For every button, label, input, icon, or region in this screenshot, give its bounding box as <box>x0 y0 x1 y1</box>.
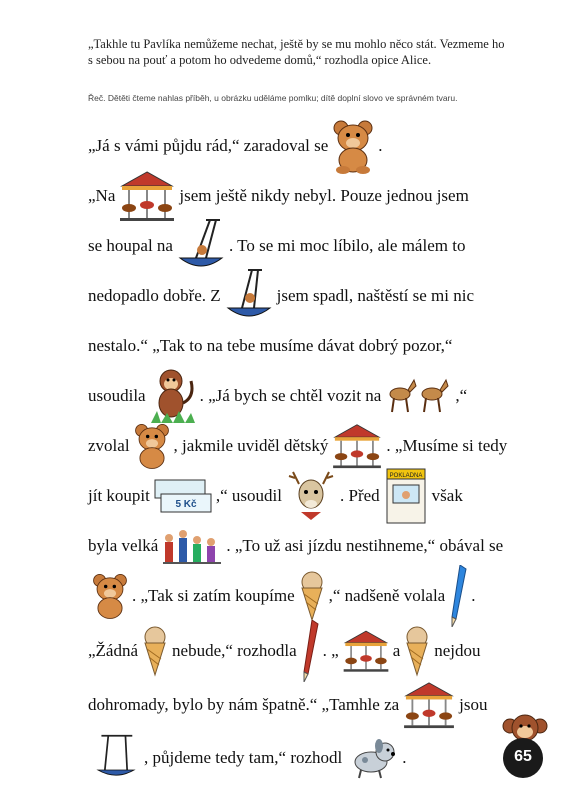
page-number: 65 <box>514 748 532 765</box>
story-text: nejdou <box>434 641 481 660</box>
horses-icon <box>384 376 452 416</box>
story-text: usoudila <box>88 386 146 405</box>
ice-cream-icon <box>403 625 431 677</box>
story-text: . <box>378 136 383 155</box>
story-text: a <box>392 641 401 660</box>
story-text: . „Tak si zatím koupíme <box>132 586 295 605</box>
story-text: . „Já bych se chtěl vozit na <box>199 386 382 405</box>
svg-text:5 Kč: 5 Kč <box>175 499 197 510</box>
carousel-icon <box>331 423 383 469</box>
carousel-icon <box>118 170 176 222</box>
story-text: však <box>431 486 463 505</box>
svg-text:POKLADNA: POKLADNA <box>389 473 422 479</box>
dog-icon <box>345 736 399 780</box>
story-text: jsou <box>459 695 488 714</box>
story-text: . To se mi moc líbilo, ale málem to <box>228 236 466 255</box>
ice-cream-icon <box>141 625 169 677</box>
bear-icon <box>133 421 171 471</box>
story-text: , jakmile uviděl dětský <box>173 436 329 455</box>
ice-cream-icon <box>298 570 326 622</box>
story-text: zvolal <box>88 436 130 455</box>
swing-boat-icon <box>91 734 141 782</box>
story-line <box>88 675 488 735</box>
story-text: jsem spadl, naštěstí se mi nic <box>276 286 475 305</box>
pencil-icon <box>448 565 468 627</box>
story-text: . <box>471 586 476 605</box>
story-text: byla velká <box>88 536 159 555</box>
story-text: jít koupit <box>88 486 150 505</box>
story-text: nedopadlo dobře. Z <box>88 286 221 305</box>
story-text: ,“ usoudil <box>215 486 282 505</box>
carousel-icon <box>402 681 456 729</box>
story-text: „Žádná <box>88 641 139 660</box>
story-text: , půjdeme tedy tam,“ rozhodl <box>144 748 343 767</box>
story-text: jsem ještě nikdy nebyl. Pouze jednou jsem <box>179 186 469 205</box>
story-text: „Já s vámi půjdu rád,“ zaradoval se <box>88 136 329 155</box>
queue-icon <box>161 520 223 572</box>
story-text: se houpal na <box>88 236 173 255</box>
story-text: nebude,“ rozhodla <box>172 641 297 660</box>
story-text: ,“ nadšeně volala <box>328 586 446 605</box>
intro-text: „Takhle tu Pavlíka nemůžeme nechat, ještě by se mu mohlo něco stát. Vezmeme ho s sebou na pouť a potom ho odvedeme domů,“ rozhodla opice Alice. <box>88 37 505 67</box>
pencil-icon <box>300 620 320 682</box>
story-line <box>88 566 475 626</box>
story-text: dohromady, bylo by nám špatně.“ „Tamhle za <box>88 695 400 714</box>
story-text: „Na <box>88 186 116 205</box>
story-text: . <box>402 748 407 767</box>
story-text: . „To už asi jízdu nestihneme,“ obával se <box>226 536 504 555</box>
instruction-text: Řeč. Dětěti čteme nahlas příběh, u obrázku uděláme pomlku; dítě doplní slovo ve správném tvaru. <box>88 93 458 103</box>
story-line <box>88 621 481 681</box>
story-text: . „ <box>322 641 339 660</box>
carousel-icon <box>342 629 390 673</box>
bear-icon <box>91 571 129 621</box>
tickets-icon <box>153 476 213 516</box>
story-line <box>88 728 407 788</box>
story-text: . „Musíme si tedy <box>386 436 508 455</box>
story-text: ,“ <box>455 386 468 405</box>
story-text: nestalo.“ „Tak to na tebe musíme dávat dobrý pozor,“ <box>88 336 453 355</box>
story-text: . Před <box>339 486 380 505</box>
